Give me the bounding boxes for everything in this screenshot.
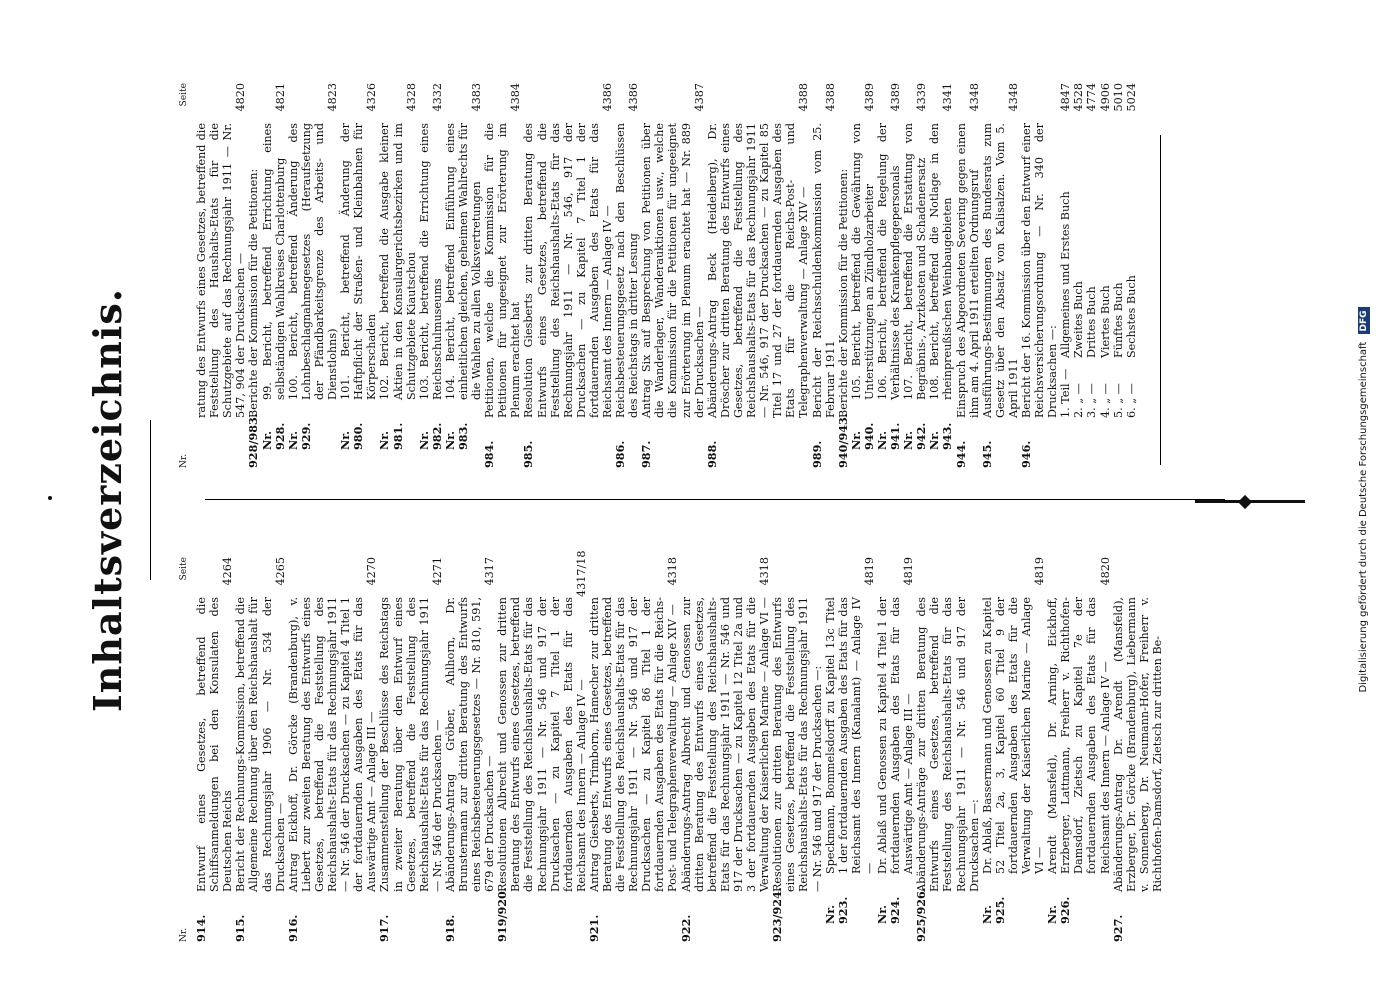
book-label: 5. „ —	[1111, 383, 1125, 418]
book-entry	[1072, 83, 1085, 468]
book-page: 5024	[1124, 83, 1138, 112]
book-entry	[1099, 83, 1112, 468]
toc-entry	[247, 83, 260, 468]
toc-entry	[287, 557, 379, 942]
entry-text: Petitionen, welche die Kommission für die Petitionen für ungeeignet zur Erörterung im Plenum erachtet hat	[483, 123, 523, 418]
toc-entry	[824, 557, 876, 942]
toc-entry	[418, 83, 444, 468]
entry-text: Berichte der Kommission für die Petitionen:	[247, 168, 261, 418]
left-entry-list	[194, 550, 1164, 942]
toc-entry	[928, 83, 954, 468]
entry-text: ratung des Entwurfs eines Gesetzes, betreffend die Feststellung des Haushalts-Etats für die Schutzgebiete auf das Rechnungsjahr 1911 — Nr. 547, 904 der Drucksachen —	[195, 123, 248, 418]
toc-entry	[378, 83, 417, 468]
right-entry-list	[195, 83, 1059, 468]
toc-entry	[234, 557, 286, 942]
entry-number: Nr. 941.	[874, 422, 903, 450]
book-entry	[1085, 83, 1098, 468]
entry-number: Nr. 940.	[848, 422, 876, 450]
toc-entry	[876, 83, 902, 468]
book-entry	[1112, 83, 1125, 468]
entry-text: 105. Bericht, betreffend die Gewährung von Unterstützungen an Zündholzarbeiter	[849, 123, 876, 400]
entry-page: 4341	[941, 83, 955, 112]
book-page: 4847	[1059, 83, 1073, 112]
entry-number: 917.	[377, 914, 392, 942]
entry-page: 4348	[1006, 83, 1020, 112]
entry-page: 4389	[889, 83, 903, 112]
toc-entry	[588, 557, 680, 942]
nr-header: Nr.	[179, 453, 189, 468]
entry-page: 4271	[430, 557, 444, 586]
toc-entry	[915, 557, 980, 942]
toc-entry	[444, 83, 483, 468]
dfg-logo: DFG	[1358, 307, 1370, 334]
entry-number: 918.	[442, 914, 457, 942]
entry-text: 108. Bericht, betreffend die Notlage in den rheinpreußischen Weinbaugebieten	[928, 123, 955, 400]
entry-number: 988.	[704, 440, 719, 468]
books-list	[1059, 83, 1138, 468]
entry-text: Antrag Eickhoff, Dr. Görcke (Brandenburg), v. Liebert zur zweiten Beratung des Entwurfs eines Gesetzes, betreffend die Feststellung des Reichshaushalts-Etats für das Rechnungsjahr 1911 — Nr. 546 der Drucksachen — zu Kapitel 4 Titel 1 der fortdauernden Ausgaben des Etats für das Auswärtige Amt — Anlage III —	[286, 597, 379, 892]
entry-page: 4318	[758, 557, 772, 586]
entry-number: 945.	[979, 440, 994, 468]
toc-entry	[771, 557, 823, 942]
toc-entry	[850, 83, 876, 468]
book-entry	[1059, 83, 1072, 468]
entry-number: Nr. 928.	[259, 422, 287, 450]
entry-text: Resolutionen Albrecht und Genossen zur dritten Beratung des Entwurfs eines Gesetzes, betreffend die Feststellung des Reichshaushalts-Etats für das Rechnungsjahr 1911 — Nr. 546 und 917 der Drucksachen — zu Kapitel 7 Titel 1 der fortdauernden Ausgaben des Etats für das Reichsamt des Innern — Anlage IV —	[496, 597, 588, 892]
toc-entry	[287, 83, 339, 468]
entry-page: 4823	[326, 83, 340, 112]
toc-entry	[811, 83, 837, 468]
book-label: 4. „ —	[1098, 383, 1112, 418]
entry-number: Nr. 925.	[979, 896, 1007, 924]
entry-page: 4820	[1098, 557, 1112, 586]
entry-page: 4332	[430, 83, 444, 112]
entry-page: 4819	[902, 557, 916, 586]
entry-text: 107. Bericht, betreffend die Erstattung von Begräbnis-, Arztkosten und Schadenersatz	[902, 123, 929, 400]
entry-number: 914.	[194, 914, 209, 942]
toc-entry	[195, 557, 234, 942]
entry-text: Antrag Six auf Besprechung von Petitionen über die Wanderlager, Wanderauktionen usw., welche die Kommission für die Petitionen für ungeeignet zur Erörterung im Plenum erachtet hat — Nr. 889 der Drucksachen —	[640, 123, 706, 418]
entry-number: Nr. 929.	[285, 422, 313, 450]
entry-number: 940/943.	[835, 413, 850, 468]
toc-entry	[483, 83, 522, 468]
footer-text: Digitalisierung gefördert durch die Deutsche Forschungsgemeinschaft	[1358, 341, 1369, 693]
toc-entry	[522, 83, 614, 468]
entry-number: 989.	[809, 440, 824, 468]
entry-text: Reichsbesteuerungsgesetz nach den Beschlüssen des Reichstags in dritter Lesung	[614, 123, 641, 418]
entry-number: Nr. 923.	[822, 896, 850, 924]
book-title: Fünftes Buch	[1111, 282, 1125, 358]
entry-number: Nr. 981.	[377, 422, 405, 450]
entry-page: 4821	[273, 83, 287, 112]
entry-page: 4265	[273, 557, 287, 586]
toc-entry	[876, 557, 915, 942]
entry-text: Antrag Giesberts, Trimborn, Hamecher zur dritten Beratung des Entwurfs eines Gesetzes, betreffend die Feststellung des Reichshaushalts-Etats für das Rechnungsjahr 1911 — Nr. 546 und 917 der Drucksachen — zu Kapitel 86 Titel 1 der fortdauernden Ausgaben des Etats für die Reichs-Post- und Telegraphenverwaltung — Anlage XIV —	[587, 597, 680, 892]
entry-number: 946.	[1019, 440, 1033, 468]
entry-text: 103. Bericht, betreffend die Errichtung eines Reichsschulmuseums	[417, 123, 444, 400]
right-column-header	[178, 83, 191, 468]
toc-entry	[261, 83, 287, 468]
entry-text: Zusammenstellung der Beschlüsse des Reichstags in zweiter Beratung über den Entwurf eines Gesetzes, betreffend die Feststellung des Reichshaushalts-Etats für das Rechnungsjahr 1911 — Nr. 546 der Drucksachen —	[378, 597, 444, 892]
entry-page: 4386	[627, 83, 641, 112]
entry-page: 4819	[1033, 557, 1047, 586]
entry-text: Abänderungs-Anträge zur dritten Beratung des Entwurfs eines Gesetzes, betreffend die Feststellung des Reichshaushalts-Etats für das Rechnungsjahr 1911 — Nr. 546 und 917 der Drucksachen —:	[915, 597, 981, 892]
entry-page: 4328	[404, 83, 418, 112]
entry-page: 4819	[862, 557, 876, 586]
book-label: 6. „ —	[1124, 383, 1138, 418]
entry-number: Nr. 942.	[901, 422, 929, 450]
entry-number	[195, 418, 247, 468]
entry-page: 4383	[470, 83, 484, 112]
entry-page: 4318	[666, 557, 680, 586]
decorative-dot	[48, 496, 52, 500]
bottom-rule	[1160, 135, 1161, 465]
toc-entry	[614, 83, 640, 468]
nr-header: Nr.	[179, 927, 189, 942]
entry-page: 4317/18	[574, 550, 588, 597]
entry-text: Entwurf eines Gesetzes, betreffend die Schiffsanmeldungen bei den Konsulaten des Deutschen Reichs	[195, 597, 235, 892]
entry-text: Dr. Ablaß, Bassermann und Genossen zu Kapitel 52 Titel 2a, 3, Kapitel 60 Titel 9 der fortdauernden Ausgaben des Etats für die Verwaltung der Kaiserlichen Marine — Anlage VI —	[980, 597, 1047, 874]
entry-number: 916.	[285, 914, 300, 942]
entry-number: Nr. 982.	[416, 422, 444, 450]
entry-number: Nr. 926.	[1045, 896, 1073, 924]
book-page: 4906	[1098, 83, 1112, 112]
entry-page: 4388	[823, 83, 837, 112]
entry-number: 944.	[953, 440, 968, 468]
toc-entry	[981, 557, 1046, 942]
entry-text: Ausführungs-Bestimmungen des Bundesrats zum Gesetz über den Absatz von Kalisalzen. Vom 5. April 1911	[980, 123, 1020, 418]
toc-entry	[680, 557, 772, 942]
entry-page: 4317	[483, 557, 497, 586]
entry-page: 4339	[915, 83, 929, 112]
toc-entry	[955, 83, 981, 468]
book-label: 3. „ —	[1085, 383, 1099, 418]
entry-number: 923/924.	[770, 887, 785, 942]
entry-number: Nr. 943.	[927, 422, 955, 450]
entry-text: Abänderungs-Antrag Beck (Heidelberg), Dr. Dröscher zur dritten Beratung des Entwurfs eines Gesetzes, betreffend die Feststellung des Reichshaushalts-Etats für das Rechnungsjahr 1911 — Nr. 546, 917 der Drucksachen — zu Kapitel 85 Titel 17 und 27 der fortdauernden Ausgaben des Etats für die Reichs-Post- und Telegraphenverwaltung — Anlage XIV —	[705, 123, 811, 418]
entry-page: 4326	[365, 83, 379, 112]
book-title: Sechstes Buch	[1124, 275, 1138, 358]
toc-entry	[195, 83, 247, 468]
entry-text: 100. Bericht, betreffend Änderung des Lohnbeschlagnahmegesetzes (Heraufsetzung der Pfändbarkeitsgrenze des Arbeits- und Dienstlohns)	[286, 123, 340, 400]
book-title: Allgemeines und Erstes Buch	[1059, 191, 1073, 358]
entry-page: 4384	[509, 83, 523, 112]
entry-text: Resolution Giesberts zur dritten Beratung des Entwurfs eines Gesetzes, betreffend die Feststellung des Reichshaushalts-Etats für das Rechnungsjahr 1911 — Nr. 546, 917 der Drucksachen — zu Kapitel 7 Titel 1 der fortdauernden Ausgaben des Etats für das Reichsamt des Innern — Anlage IV —	[522, 123, 614, 418]
book-page: 4774	[1085, 83, 1099, 112]
footer	[1358, 0, 1370, 1000]
entry-text: Bericht der Rechnungs-Kommission, betreffend die Allgemeine Rechnung über den Reichshaushalt für das Rechnungsjahr 1906 — Nr. 534 der Drucksachen —	[234, 597, 287, 892]
entry-number: 927.	[1110, 914, 1125, 942]
title-rule	[150, 420, 151, 580]
entry-page: 4389	[862, 83, 876, 112]
entry-number: 921.	[586, 914, 601, 942]
entry-page: 4388	[797, 83, 811, 112]
entry-page: 4270	[365, 557, 379, 586]
toc-entry	[640, 83, 705, 468]
entry-number: 985.	[521, 440, 536, 468]
book-page: 5010	[1111, 83, 1125, 112]
entry-text: 102. Bericht, betreffend die Ausgabe kleiner Aktien in den Konsulargerichtsbezirken und im Schutzgebiete Kiautschou	[378, 123, 418, 400]
book-title: Drittes Buch	[1085, 286, 1099, 358]
ornament-diamond	[1238, 495, 1252, 509]
entry-text: Einspruch des Abgeordneten Severing gegen einen ihm am 4. April 1911 erteilten Ordnungsruf	[954, 123, 981, 418]
entry-number: Nr. 924.	[874, 896, 903, 924]
entry-page: 4387	[692, 83, 706, 112]
book-page: 4528	[1072, 83, 1086, 112]
entry-number: 922.	[678, 914, 693, 942]
entry-text: Speckmann, Bommelsdorff zu Kapitel 13c Titel 1 der fortdauernden Ausgaben des Etats für das Reichsamt des Innern (Kanalamt) — Anlage IV —	[823, 597, 876, 874]
toc-entry	[378, 557, 443, 942]
left-column-header	[178, 557, 191, 942]
entry-text: Abänderungs-Antrag Dr. Arendt (Mansfeld), Erzberger, Dr. Görcke (Brandenburg), Liebermann v. Sonnenberg, Dr. Neumann-Hofer, Freiherr v. Richthofen-Damsdorf, Zietsch zur dritten Be-	[1111, 597, 1164, 892]
toc-entry	[1046, 557, 1111, 942]
entry-text: Berichte der Kommission für die Petitionen:	[836, 168, 850, 418]
book-title: Viertes Buch	[1098, 285, 1112, 358]
entry-text: Resolutionen zur dritten Beratung des Entwurfs eines Gesetzes, betreffend die Feststellung des Reichshaushalts-Etats für das Rechnungsjahr 1911 — Nr. 546 und 917 der Drucksachen —:	[771, 597, 824, 892]
left-column	[178, 550, 1164, 942]
entry-page: 4820	[234, 83, 248, 112]
entry-page: 4348	[967, 83, 981, 112]
entry-number: 915.	[233, 914, 248, 942]
entry-text: 106. Bericht, betreffend die Regelung der Verhältnisse des Krankenpflegepersonals	[875, 123, 903, 400]
entry-number: 919/920.	[495, 887, 510, 942]
entry-page: 4264	[221, 557, 235, 586]
entry-text: 101. Bericht, betreffend Änderung der Haftpflicht der Straßen- und Kleinbahnen für Körperschaden	[339, 123, 379, 400]
entry-number: 986.	[613, 440, 628, 468]
right-column	[178, 83, 1138, 468]
seite-header: Seite	[179, 557, 189, 581]
entry-text: Abänderungs-Antrag Albrecht und Genossen zur dritten Beratung des Entwurfs eines Gesetzes, betreffend die Feststellung des Reichshaushalts-Etats für das Rechnungsjahr 1911 — Nr. 546 und 917 der Drucksachen — zu Kapitel 12 Titel 2a und 3 der fortdauernden Ausgaben des Etats für die Verwaltung der Kaiserlichen Marine — Anlage VI —	[679, 597, 772, 892]
entry-page: 4386	[601, 83, 614, 112]
entry-number: 928/983.	[246, 413, 261, 468]
toc-entry	[981, 83, 1020, 468]
entry-number: 987.	[639, 440, 654, 468]
page-title: Inhaltsverzeichnis.	[85, 288, 130, 712]
column-divider	[205, 499, 1225, 500]
entry-number: Nr. 983.	[442, 422, 470, 450]
toc-entry	[339, 83, 378, 468]
toc-entry	[1112, 557, 1164, 942]
seite-header: Seite	[179, 83, 189, 107]
toc-entry	[1020, 83, 1059, 468]
entry-text: 104. Bericht, betreffend Einführung eines einheitlichen gleichen, geheimen Wahlrechts für die Wahlen zu allen Volksvertretungen	[443, 123, 484, 400]
entry-text: Bericht der Reichsschuldenkommission vom 25. Februar 1911	[810, 123, 837, 418]
entry-text: Abänderungs-Antrag Gröber, Ahlhorn, Dr. Brunstermann zur dritten Beratung des Entwurfs eines Reichsbesteuerungsgesetzes — Nr. 810, 591, 679 der Drucksachen —	[443, 597, 497, 892]
entry-text: Arendt (Mansfeld), Dr. Arning, Eickhoff, Erzberger, Lattmann, Freiherr v. Richthofen-Damsdorf, Zietsch zu Kapitel 7e der fortdauernden Ausgaben des Etats für das Reichsamt des Innern — Anlage IV —	[1046, 597, 1112, 874]
entry-text: Bericht der 16. Kommission über den Entwurf einer Reichsversicherungsordnung — Nr. 340 der Drucksachen —:	[1020, 123, 1060, 418]
entry-text: 99. Bericht, betreffend Errichtung eines selbständigen Wahlkreises Charlottenburg	[260, 123, 287, 400]
book-label: 1. Teil —	[1059, 368, 1073, 418]
book-label: 2. „ —	[1072, 383, 1086, 418]
toc-entry	[902, 83, 928, 468]
toc-entry	[837, 83, 850, 468]
entry-text: Dr. Ablaß und Genossen zu Kapitel 4 Titel 1 der fortdauernden Ausgaben des Etats für das Auswärtige Amt — Anlage III —	[875, 597, 916, 874]
entry-number: 925/926.	[914, 887, 929, 942]
entry-number: 984.	[482, 440, 497, 468]
book-entry	[1125, 83, 1138, 468]
entry-number: Nr. 980.	[338, 422, 366, 450]
toc-entry	[444, 557, 496, 942]
toc-entry	[706, 83, 811, 468]
toc-entry	[495, 550, 588, 942]
book-title: Zweites Buch	[1072, 281, 1086, 358]
